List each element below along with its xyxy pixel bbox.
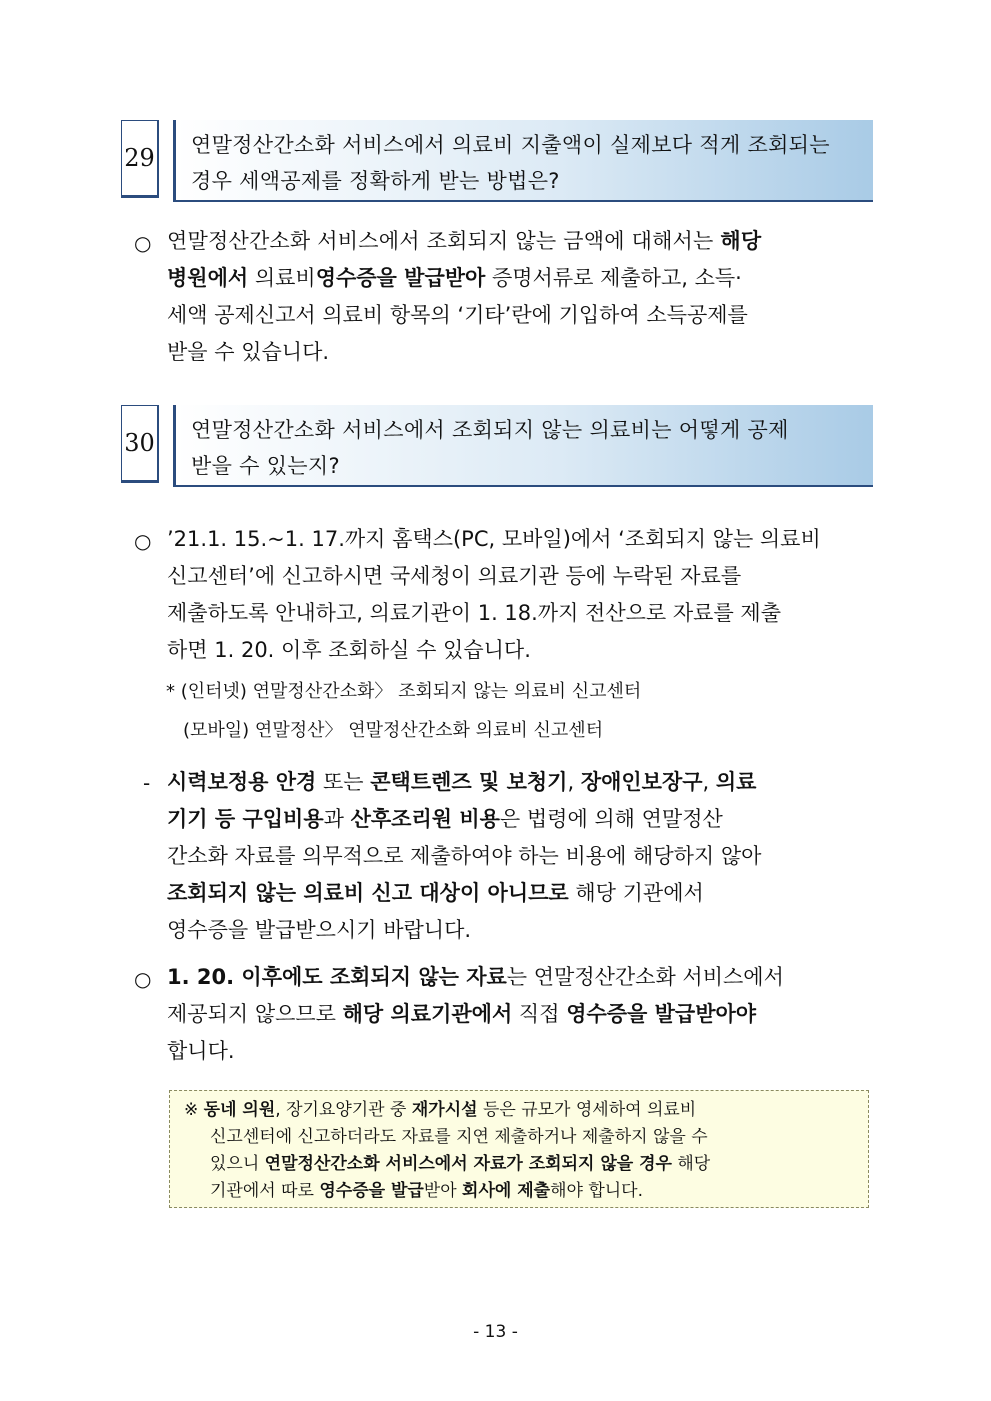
answer-30: ’21.1. 15.~1. 17.까지 홈택스(PC, 모바일)에서 ‘조회되지 않는 의료비 신고센터’에 신고하시면 국세청이 의료기관 등에 누락된 자료를 제출하도록 안내하고, 의료기관이 1. 18.까지 전산으로 자료를 제출 하면 1. 20. 이후 조회하실 수 있습니다. <box>167 527 821 662</box>
answer-29: 연말정산간소화 서비스에서 조회되지 않는 금액에 대해서는 해당 병원에서 의료비영수증을 발급받아 증명서류로 제출하고, 소득· 세액 공제신고서 의료비 항목의 ‘기타’란에 기입하여 소득공제를 받을 수 있습니다. <box>167 229 762 364</box>
dash-paragraph: 시력보정용 안경 또는 콘택트렌즈 및 보청기, 장애인보장구, 의료 기기 등 구입비용과 산후조리원 비용은 법령에 의해 연말정산 간소화 자료를 의무적으로 제출하여야 하는 비용에 해당하지 않아 조회되지 않는 의료비 신고 대상이 아니므로 해당 기관에서 영수증을 발급받으시기 바랍니다. <box>167 770 762 942</box>
question-text: 연말정산간소화 서비스에서 의료비 지출액이 실제보다 적게 조회되는 경우 세액공제를 정확하게 받는 방법은? <box>173 120 873 202</box>
footnote-mobile: (모바일) 연말정산〉 연말정산간소화 의료비 신고센터 <box>183 720 604 741</box>
bullet-circle: ○ <box>134 529 152 553</box>
reference-mark-icon: ※ <box>184 1100 199 1120</box>
question-text: 연말정산간소화 서비스에서 조회되지 않는 의료비는 어떻게 공제 받을 수 있는지? <box>173 405 873 487</box>
notice-callout: ※ 동네 의원, 장기요양기관 중 재가시설 등은 규모가 영세하여 의료비 신고센터에 신고하더라도 자료를 지연 제출하거나 제출하지 않을 수 있으니 연말정산간소화 서비스에서 자료가 조회되지 않을 경우 해당 기관에서 따로 영수증을 발급받아 회사에 제출해야 합니다. <box>169 1090 869 1208</box>
bullet-dash: - <box>143 771 151 795</box>
footnote-internet: * (인터넷) 연말정산간소화〉 조회되지 않는 의료비 신고센터 <box>166 681 642 702</box>
question-29 <box>121 120 873 202</box>
question-number: 30 <box>121 405 159 483</box>
page-number: - 13 - <box>473 1322 518 1342</box>
question-number: 29 <box>121 120 159 198</box>
question-30 <box>121 405 873 487</box>
paragraph-after-120: 1. 20. 이후에도 조회되지 않는 자료는 연말정산간소화 서비스에서 제공되지 않으므로 해당 의료기관에서 직접 영수증을 발급받아야 합니다. <box>167 965 784 1063</box>
bullet-circle: ○ <box>134 967 152 991</box>
bullet-circle: ○ <box>134 231 152 255</box>
